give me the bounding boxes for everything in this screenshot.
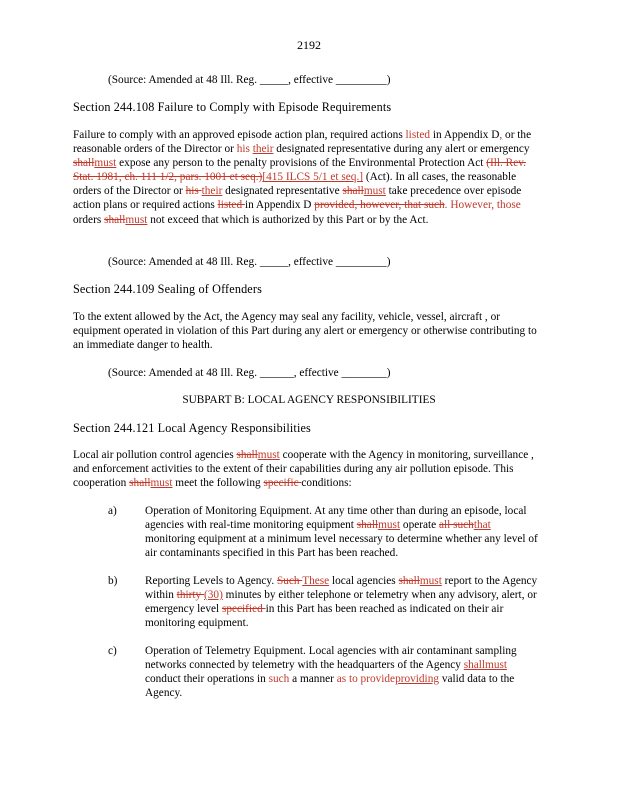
text-run: Reporting Levels to Agency. [145, 575, 277, 587]
deleted-text: his [185, 185, 202, 198]
text-run: expose any person to the penalty provisions of the Environmental Protection Act [116, 157, 487, 170]
item-a-label: a) [108, 505, 117, 517]
inserted-text: shallmust [463, 659, 508, 672]
text-run: a manner [289, 673, 337, 686]
section-244-108-heading: Section 244.108 Failure to Comply with Episode Requirements [73, 100, 392, 114]
item-c-body [145, 644, 540, 700]
item-c-label: c) [108, 645, 117, 657]
source-note-2: (Source: Amended at 48 Ill. Reg. _____, effective _________) [108, 256, 391, 268]
inserted-text: These [302, 575, 330, 587]
text-run: conditions: [301, 477, 352, 490]
inserted-text: must [125, 213, 148, 226]
inserted-text: providing [395, 673, 439, 686]
deleted-text: thirty [176, 589, 205, 602]
text-run: monitoring equipment at a minimum level necessary to determine whether any level of air contaminants specified in this Part has been reached. [145, 533, 538, 560]
text-run: Operation of Monitoring Equipment. At any time other than during an episode, local agencies with real-time monitoring equipment [145, 505, 527, 532]
text-run: operate [400, 519, 439, 532]
item-b-label: b) [108, 575, 118, 587]
text-run: in this Part has been reached as indicated on their air monitoring equipment. [145, 603, 504, 630]
inserted-text: must [363, 185, 386, 198]
deleted-text: all such [438, 519, 474, 532]
inserted-text: must [257, 449, 280, 461]
inserted-text: must [419, 575, 442, 587]
text-run: minutes by either telephone or telemetry when any advisory, alert, or emergency level [145, 589, 537, 616]
deleted-text: shall [236, 449, 258, 461]
deleted-text: shall [129, 477, 151, 490]
deleted-text: provided, however, that such [314, 199, 445, 212]
text-run: conduct their operations in [145, 673, 269, 686]
section-244-109-heading: Section 244.109 Sealing of Offenders [73, 282, 262, 296]
inserted-text: their [252, 143, 274, 156]
text-run: Local air pollution control agencies [73, 449, 237, 461]
inserted-text: his [236, 143, 250, 156]
inserted-text: such [268, 673, 290, 686]
deleted-text: (Ill. Rev. Stat. 1981, ch. 111 1/2, pars. 1001 et seq.) [73, 157, 526, 184]
inserted-text: must [94, 157, 117, 170]
inserted-text: their [201, 185, 223, 198]
text-run: Operation of Telemetry Equipment. Local agencies with air contaminant sampling networks connected by telemetry with the headquarters of the Agency [145, 645, 517, 672]
text-run: orders [73, 213, 105, 226]
inserted-text: must [378, 519, 401, 532]
text-run: valid data to the Agency. [145, 673, 515, 700]
text-run: local agencies [329, 575, 399, 587]
text-run: cooperate with the Agency in monitoring, surveillance , and enforcement activities to the extent of their capabilities during any air pollution episode. This cooperation [73, 449, 534, 490]
inserted-text: (30) [204, 589, 223, 602]
source-note-3: (Source: Amended at 48 Ill. Reg. ______, effective ________) [108, 367, 391, 379]
text-run: in Appendix D [244, 199, 315, 212]
item-a-body [145, 504, 540, 560]
text-run: take precedence over episode action plans or required actions [73, 185, 522, 212]
deleted-text: shall [104, 213, 126, 226]
section-244-121-heading: Section 244.121 Local Agency Responsibilities [73, 421, 311, 435]
inserted-text: that [473, 519, 491, 532]
text-run: designated representative [222, 185, 343, 198]
deleted-text: specific [263, 477, 302, 490]
inserted-text: . However, those [444, 199, 521, 212]
text-run: or the reasonable orders of the Director or [73, 129, 532, 156]
inserted-text: [415 ILCS 5/1 et seq.] [262, 171, 364, 184]
text-run: designated representative during any alert or emergency [273, 143, 530, 156]
section-244-121-body [73, 448, 543, 490]
text-run: in Appendix D [430, 129, 500, 141]
text-run: meet the following [172, 477, 264, 490]
section-244-108-body [73, 128, 543, 227]
text-run: report to the Agency within [145, 575, 538, 602]
inserted-text: listed [405, 129, 431, 141]
subpart-heading: SUBPART B: LOCAL AGENCY RESPONSIBILITIES [182, 394, 436, 406]
text-run: not exceed that which is authorized by this Part or by the Act. [147, 213, 429, 226]
deleted-text: shall [73, 157, 95, 170]
page-number: 2192 [297, 38, 321, 52]
inserted-text: as to provide [336, 673, 396, 686]
inserted-text: , [499, 129, 503, 141]
text-run: Failure to comply with an approved episode action plan, required actions [73, 129, 406, 141]
deleted-text: specified [221, 603, 266, 616]
deleted-text: Such [276, 575, 303, 587]
deleted-text: listed [217, 199, 245, 212]
item-b-body [145, 574, 540, 630]
source-note-1: (Source: Amended at 48 Ill. Reg. _____, effective _________) [108, 74, 391, 86]
deleted-text: shall [356, 519, 379, 532]
deleted-text: shall [342, 185, 364, 198]
inserted-text: must [150, 477, 173, 490]
text-run: (Act). In all cases, the reasonable orders of the Director or [73, 171, 517, 198]
section-244-109-body: To the extent allowed by the Act, the Agency may seal any facility, vehicle, vessel, aircraft , or equipment operated in violation of this Part during any alert or emergency or otherwise contributing to an immediate danger to health. [73, 311, 537, 352]
deleted-text: shall [398, 575, 420, 587]
